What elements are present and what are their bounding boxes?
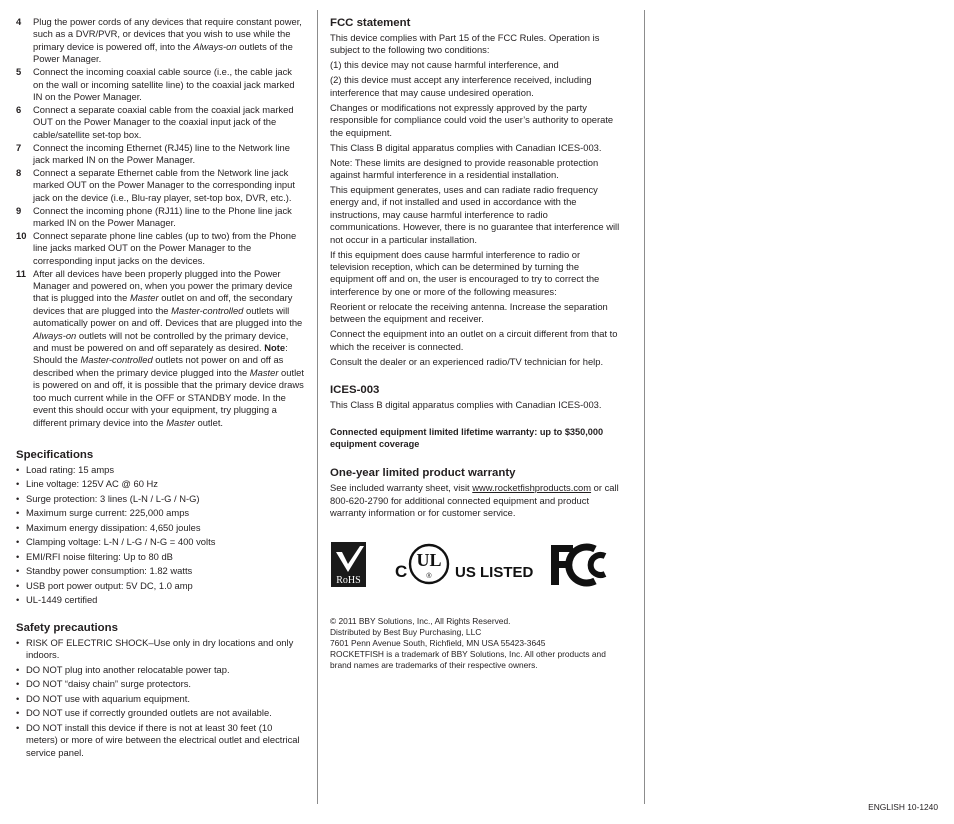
ul-registered: ® bbox=[426, 573, 432, 580]
copyright-line: 7601 Penn Avenue South, Richfield, MN USA 55423-3645 bbox=[330, 638, 546, 648]
step-item bbox=[16, 104, 304, 141]
spec-item: • USB port power output: 5V DC, 1.0 amp bbox=[16, 580, 304, 592]
step-text: Connect the incoming Ethernet (RJ45) line to the Network line jack marked IN on the Power Manager. bbox=[33, 141, 290, 165]
fcc-logo bbox=[549, 543, 613, 587]
fcc-paragraph: This device complies with Part 15 of the FCC Rules. Operation is subject to the following two conditions: bbox=[330, 32, 600, 56]
fcc-paragraph: If this equipment does cause harmful interference to radio or television reception, which can be determined by turning the equipment off and on, the user is encouraged to try to correct the interference by one or more of the following measures: bbox=[330, 248, 600, 297]
ul-c-mark: C bbox=[395, 562, 408, 581]
step-text: Master-controlled bbox=[171, 304, 244, 316]
step-text: Connect a separate coaxial cable from the coaxial jack marked OUT on the Power Manager to the coaxial input jack of the cable/satellite set-top box. bbox=[33, 103, 294, 140]
spec-item: • Maximum surge current: 225,000 amps bbox=[16, 507, 304, 519]
specifications-section bbox=[16, 448, 304, 607]
fcc-paragraph: (1) this device may not cause harmful interference, and bbox=[330, 59, 559, 71]
step-text: : Should the bbox=[33, 342, 288, 366]
step-text: Connect a separate Ethernet cable from the Network line jack marked OUT on the Power Manager to the corresponding input jack on the device (i.e., Blu-ray player, set-top box, DVR, etc.). bbox=[33, 166, 295, 203]
lifetime-warranty-text: Connected equipment limited lifetime warranty: up to $350,000 equipment coverage bbox=[330, 426, 604, 449]
step-text: outlet is powered on and off, it is possible that the primary device draws too much current while in the OFF or STANDBY mode. In the event this should occur with your equipment, try plugging a different primary device into the bbox=[33, 366, 304, 428]
step-text: Master bbox=[166, 416, 195, 428]
one-year-warranty-section bbox=[330, 466, 620, 519]
copyright-line: © 2011 BBY Solutions, Inc., All Rights Reserved. bbox=[330, 616, 511, 626]
rocketfish-link[interactable]: www.rocketfishproducts.com bbox=[472, 482, 592, 494]
ul-listed-logo bbox=[395, 541, 534, 587]
safety-section bbox=[16, 621, 304, 759]
spec-item: • Load rating: 15 amps bbox=[16, 464, 304, 476]
step-number: 8 bbox=[16, 166, 22, 178]
ul-mark: UL bbox=[416, 550, 442, 570]
fcc-paragraphs bbox=[330, 32, 620, 368]
fcc-paragraph: This equipment generates, uses and can radiate radio frequency energy and, if not installed and used in accordance with the instructions, may cause harmful interference to radio communications. However, there is no guarantee that interference will not occur in a particular installation. bbox=[330, 184, 620, 245]
left-column bbox=[16, 16, 304, 761]
specifications-heading: Specifications bbox=[16, 448, 94, 461]
fcc-section bbox=[330, 16, 620, 368]
fcc-text: FC bbox=[549, 543, 551, 544]
rohs-check-icon bbox=[331, 542, 366, 587]
spec-item: • UL-1449 certified bbox=[16, 594, 304, 606]
spec-item: • Line voltage: 125V AC @ 60 Hz bbox=[16, 478, 304, 490]
safety-item: • DO NOT plug into another relocatable power tap. bbox=[16, 664, 304, 676]
ices-text: This Class B digital apparatus complies with Canadian ICES-003. bbox=[330, 399, 602, 411]
step-item bbox=[16, 205, 304, 230]
fcc-paragraph: (2) this device must accept any interference received, including interference that may cause undesired operation. bbox=[330, 74, 592, 98]
copyright-line: Distributed by Best Buy Purchasing, LLC bbox=[330, 627, 482, 637]
step-text: Note bbox=[264, 342, 286, 354]
safety-item: • DO NOT use with aquarium equipment. bbox=[16, 693, 304, 705]
step-number: 10 bbox=[16, 229, 27, 241]
copyright-line: ROCKETFISH is a trademark of BBY Solutions, Inc. All other products and bbox=[330, 649, 606, 659]
safety-item: • DO NOT install this device if there is not at least 30 feet (10 meters) or more of wire between the electrical outlet and electrical service panel. bbox=[16, 722, 304, 759]
column-divider bbox=[317, 10, 318, 804]
step-number: 11 bbox=[16, 267, 26, 279]
fcc-paragraph: Note: These limits are designed to provide reasonable protection against harmful interference in a residential installation. bbox=[330, 156, 599, 181]
step-text: Plug the power cords of any devices that require constant power, such as a DVR/PVR, or devices that you wish to use while the primary device is powered off, into the bbox=[33, 16, 302, 52]
safety-list bbox=[16, 637, 304, 759]
step-text: Always-on bbox=[33, 329, 77, 341]
rohs-logo bbox=[331, 542, 366, 587]
footer-page-code: ENGLISH 10-1240 bbox=[868, 802, 938, 812]
step-item bbox=[16, 167, 304, 204]
step-text: After all devices have been properly plugged into the Power Manager and powered on, when you power the primary device that is plugged into the bbox=[33, 267, 293, 304]
fcc-paragraph: Consult the dealer or an experienced radio/TV technician for help. bbox=[330, 355, 604, 367]
step-number: 9 bbox=[16, 204, 22, 216]
step-text: Master-controlled bbox=[80, 354, 153, 366]
step-text: outlet. bbox=[194, 416, 224, 428]
installation-steps bbox=[16, 16, 304, 429]
step-text: Connect the incoming phone (RJ11) line to the Phone line jack marked IN on the Power Manager. bbox=[33, 204, 292, 228]
step-number: 6 bbox=[16, 103, 22, 115]
safety-item: • DO NOT “daisy chain” surge protectors. bbox=[16, 678, 304, 690]
step-text: outlet on and off, the secondary devices that are plugged into the bbox=[33, 292, 293, 316]
fcc-paragraph: This Class B digital apparatus complies with Canadian ICES-003. bbox=[330, 141, 602, 153]
step-item bbox=[16, 66, 304, 103]
copyright-block bbox=[330, 616, 620, 671]
safety-item: • DO NOT use if correctly grounded outlets are not available. bbox=[16, 707, 304, 719]
step-number: 7 bbox=[16, 141, 22, 153]
specifications-list bbox=[16, 464, 304, 607]
step-text: outlets not power on and off as described when the primary device plugged into the bbox=[33, 354, 284, 378]
step-text: Master bbox=[249, 366, 279, 378]
step-item bbox=[16, 142, 304, 167]
step-text: Master bbox=[129, 292, 159, 304]
ices-heading: ICES-003 bbox=[330, 384, 380, 397]
step-text: Connect separate phone line cables (up to two) from the Phone line jacks marked OUT on the Power Manager to the corresponding input jacks on the devices. bbox=[33, 229, 297, 266]
one-year-warranty-text bbox=[330, 482, 620, 519]
step-item bbox=[16, 268, 304, 429]
step-item bbox=[16, 230, 304, 267]
ul-listed-text: US LISTED bbox=[455, 564, 534, 581]
right-column bbox=[330, 16, 620, 522]
copyright-line: brand names are trademarks of their respective owners. bbox=[330, 660, 538, 670]
fcc-paragraph: Connect the equipment into an outlet on a circuit different from that to which the receiver is connected. bbox=[330, 328, 618, 352]
warranty-text-before: See included warranty sheet, visit bbox=[330, 482, 473, 494]
step-item bbox=[16, 16, 304, 66]
step-text: outlets will automatically power on and off. Devices that are plugged into the bbox=[33, 304, 303, 329]
spec-item: • Maximum energy dissipation: 4,650 joules bbox=[16, 522, 304, 534]
safety-item: • RISK OF ELECTRIC SHOCK–Use only in dry locations and only indoors. bbox=[16, 637, 304, 662]
spec-item: • Standby power consumption: 1.82 watts bbox=[16, 565, 304, 577]
fcc-paragraph: Changes or modifications not expressly approved by the party responsible for compliance could void the user’s authority to operate the equipment. bbox=[330, 101, 614, 138]
spec-item: • EMI/RFI noise filtering: Up to 80 dB bbox=[16, 551, 304, 563]
step-text: outlets of the Power Manager. bbox=[33, 40, 293, 65]
safety-heading: Safety precautions bbox=[16, 621, 118, 634]
fcc-paragraph: Reorient or relocate the receiving antenna. Increase the separation between the equipment and receiver. bbox=[330, 300, 608, 325]
column-divider bbox=[644, 10, 645, 804]
rohs-text: RoHS bbox=[336, 575, 361, 586]
step-text: outlets will not be controlled by the primary device, and must be powered on and off separately as desired. bbox=[33, 329, 289, 354]
fcc-heading: FCC statement bbox=[330, 17, 411, 29]
ices-section bbox=[330, 383, 620, 411]
warranty-text-after: or call 800-620-2790 for additional connected equipment and product warranty information or for customer service. bbox=[330, 482, 619, 519]
spec-item: • Surge protection: 3 lines (L-N / L-G / N-G) bbox=[16, 493, 304, 505]
step-text: Connect the incoming coaxial cable source (i.e., the cable jack on the wall or incoming satellite line) to the coaxial jack marked IN on the Power Manager. bbox=[33, 66, 295, 102]
step-text: Always-on bbox=[193, 40, 237, 52]
certification-logos bbox=[331, 541, 621, 589]
spec-item: • Clamping voltage: L-N / L-G / N-G = 400 volts bbox=[16, 536, 304, 548]
one-year-warranty-heading: One-year limited product warranty bbox=[330, 467, 516, 480]
step-number: 5 bbox=[16, 66, 22, 78]
step-number: 4 bbox=[16, 16, 22, 27]
